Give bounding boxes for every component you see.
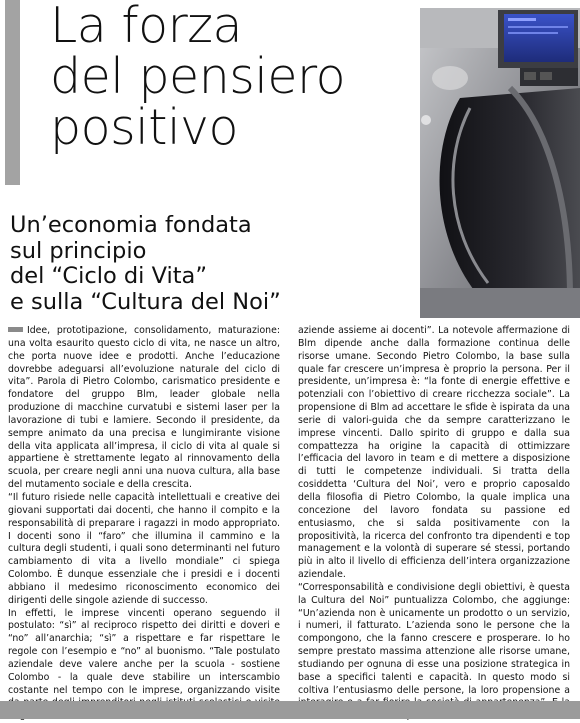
subheadline	[10, 213, 410, 315]
decorative-side-bar	[5, 0, 20, 185]
footer-bar	[0, 701, 580, 719]
article-paragraph: aziende assieme ai docenti”. La notevole affermazione di Blm dipende anche dalla formazione continua delle risorse umane. Secondo Pietro Colombo, la base sulla quale far crescere un’impresa è proprio la persona. Per il presidente, un’impresa è: “la fonte di energie effettive e potenziali con l’obiettivo di creare ricchezza sociale”. La propensione di Blm ad accettare le sfide è ispirata da una serie di valori-guida che da sempre caratterizzano le imprese vincenti. Dallo spirito di gruppo e dalla sua compattezza ha origine la capacità di ottimizzare l’efficacia del lavoro in team e di mettere a disposizione di tutti le competenze individuali. Si tratta della cosiddetta ‘Cultura del Noi’, vero e proprio caposaldo della filosofia di Pietro Colombo, la quale implica una concezione del lavoro fondata su passione ed entusiasmo, che si salda positivamente con la propositività, la ricerca del confronto tra dipendenti e top management e la volontà di superare sé stessi, portando più in alto il livello di efficienza dell’intera organizzazione aziendale.	[298, 325, 570, 581]
machine-photo	[420, 8, 580, 318]
machine-photo-icon	[420, 8, 580, 318]
headline	[50, 0, 400, 156]
article-paragraph	[8, 325, 280, 492]
subheadline-line-2: sul principio	[10, 237, 147, 264]
subheadline-line-4: e sulla “Cultura del Noi”	[10, 288, 281, 315]
subheadline-line-3: del “Ciclo di Vita”	[10, 263, 207, 289]
article-paragraph: “Il futuro risiede nelle capacità intellettuali e creative dei giovani supportati dai docenti, che hanno il compito e la responsabilità di preparare i ragazzi in modo appropriato. I docenti sono il “faro” che illumina il cammino e la cultura degli studenti, i quali sono determinanti nel futuro cambiamento di vita a livello mondiale” ci spiega Colombo. È dunque essenziale che i presidi e i docenti abbiano il medesimo riconoscimento economico dei dirigenti delle singole aziende di successo.	[8, 491, 280, 606]
headline-line-3: positivo	[50, 99, 239, 156]
subheadline-line-1: Un’economia fondata	[10, 212, 252, 238]
headline-line-1: La forza	[50, 0, 243, 54]
article-paragraph-text: Idee, prototipazione, consolidamento, maturazione: una volta esaurito questo ciclo di vita, ne nasce un altro, che porta nuove idee e prodotti. Anche l’educazione dovrebbe adeguarsi all’evoluzione naturale del ciclo di vita”. Parola di Pietro Colombo, carismatico presidente e fondatore del gruppo Blm, leader globale nella produzione di macchine curvatubi e sistemi laser per la lavorazione di tubi e lamiere. Secondo il presidente, da sempre animato da una precisa e lungimirante visione della vita applicata all’impresa, il ciclo di vita al quale si appartiene è strettamente legato al rinnovamento della scuola, per creare negli anni una nuova cultura, alla base del mutamento sociale e della crescita.	[8, 325, 280, 491]
article-column-2	[298, 325, 570, 723]
article-paragraph: In effetti, le imprese vincenti operano seguendo il postulato: “sì” al reciproco rispetto dei diritti e doveri e “no” all’anarchia; “sì” a rispettare e far rispettare le regole con l’esempio e “no” al buonismo. “Tale postulato aziendale deve valere anche per la scuola - sostiene Colombo - la quale deve stabilire un interscambio costante nel tempo con le imprese, organizzando visite	[8, 607, 280, 696]
article-paragraph: “Corresponsabilità e condivisione degli obiettivi, è questa la Cultura del Noi” puntualizza Colombo, che aggiunge: “Un’azienda non è unicamente un prodotto o un servizio, i numeri, il fatturato. L’azienda sono le persone che la compongono, che la fanno crescere e prosperare. Io ho sempre prestato massima attenzione alle risorse umane, studiando per ognuna di esse una posizione strategica in base a specifici talenti e capacità. In questo modo si coltiva l’entusiasmo delle persone, la loro propensione a	[298, 581, 570, 696]
headline-line-2: del pensiero	[50, 48, 346, 105]
article-column-1	[8, 325, 280, 723]
lead-marker	[8, 327, 23, 332]
